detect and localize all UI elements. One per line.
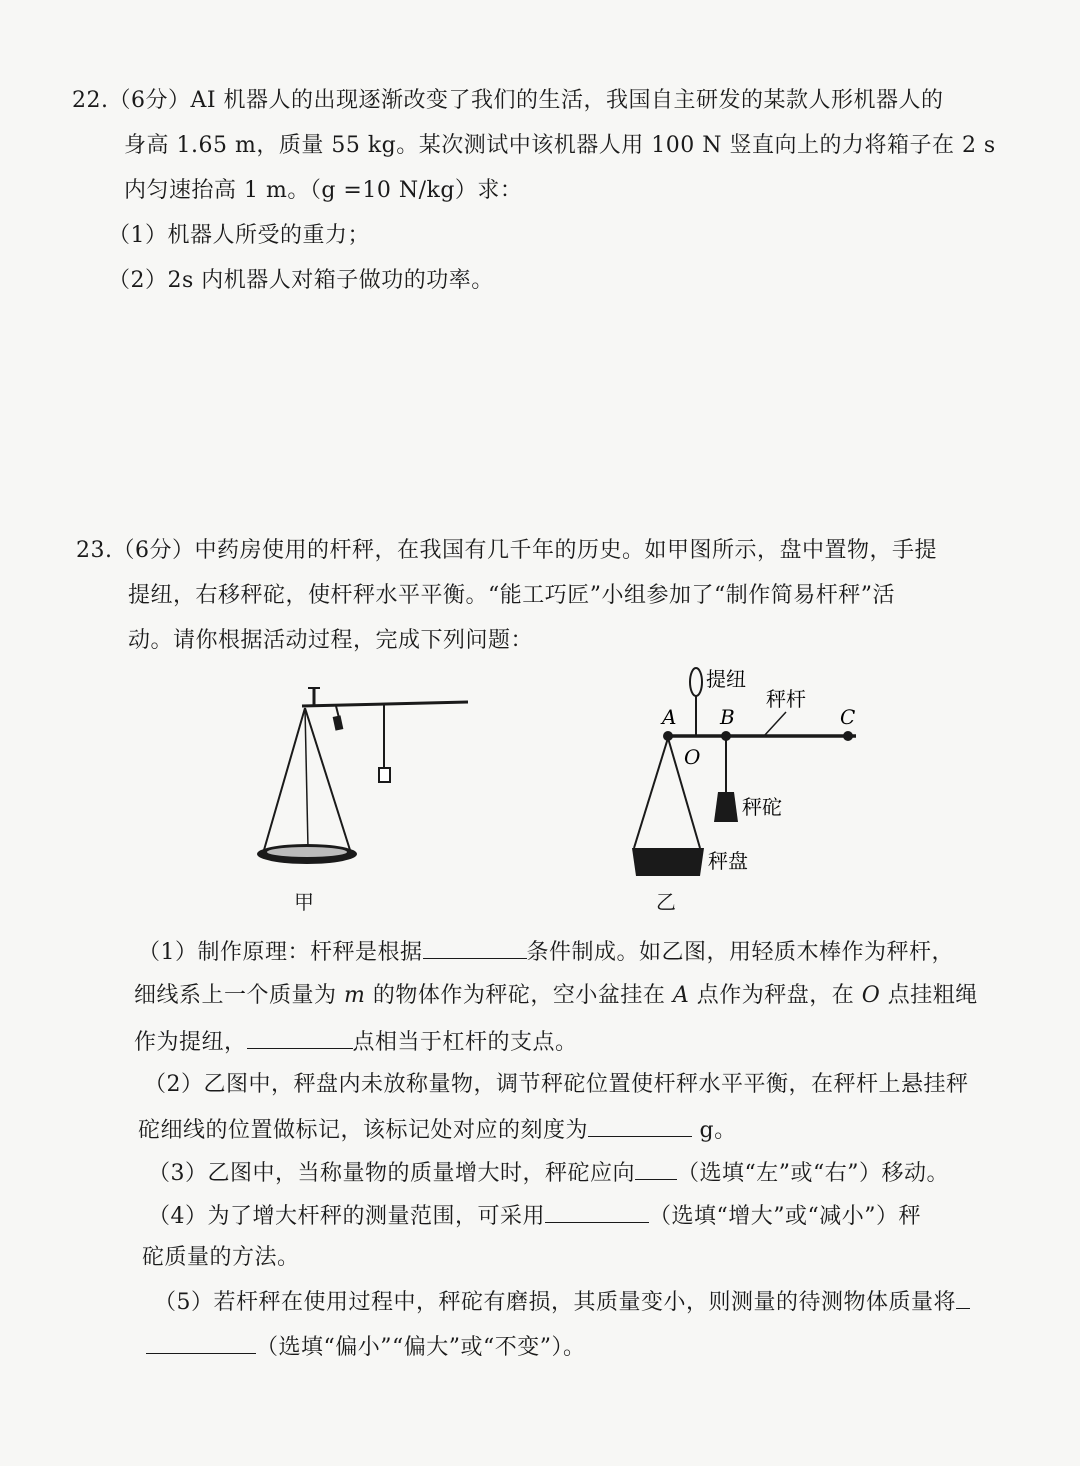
caption-jia: 甲 <box>294 890 314 914</box>
answer-blank-3[interactable] <box>588 1114 692 1137</box>
q23-p4-text-a: （4）为了增大杆秤的测量范围，可采用 <box>148 1204 545 1229</box>
answer-blank-2[interactable] <box>247 1026 353 1049</box>
q22-line3: 内匀速抬高 1 m。（g =10 N/kg）求： <box>124 178 523 203</box>
q23-p1-line1 <box>138 936 954 968</box>
q23-p1-text-f: 点挂粗绳 <box>880 983 978 1008</box>
answer-blank-1[interactable] <box>423 936 527 959</box>
q23-p2-line2 <box>138 1114 737 1146</box>
q23-p4-text-b: （选填“增大”或“减小”）秤 <box>649 1204 921 1229</box>
point-c-dot <box>843 731 853 741</box>
q23-line1: 23.（6分）中药房使用的杆秤，在我国有几千年的历史。如甲图所示，盘中置物，手提 <box>76 538 937 563</box>
point-c-label: C <box>840 705 856 729</box>
label-chengtuo: 秤砣 <box>742 795 782 819</box>
q22-line1: 22.（6分）AI 机器人的出现逐渐改变了我们的生活，我国自主研发的某款人形机器人的 <box>72 88 944 113</box>
q22-sub1: （1）机器人所受的重力； <box>108 223 370 248</box>
q23-p2-text-c: g。 <box>692 1118 737 1143</box>
var-a: A <box>672 983 690 1008</box>
var-o: O <box>861 983 881 1008</box>
figure-jia-steelyard <box>250 680 480 870</box>
q23-p3-line <box>148 1157 949 1189</box>
point-a-label: A <box>662 705 677 729</box>
point-o-label: O <box>684 745 701 769</box>
q23-p1-text-a: （1）制作原理：杆秤是根据 <box>138 940 423 965</box>
answer-blank-6[interactable] <box>146 1331 256 1354</box>
q22-line2: 身高 1.65 m，质量 55 kg。某次测试中该机器人用 100 N 竖直向上的力将箱子在 2 s <box>124 133 996 158</box>
q23-p1-text-b: 条件制成。如乙图，用轻质木棒作为秤杆， <box>526 940 955 965</box>
q23-p3-text-a: （3）乙图中，当称量物的质量增大时，秤砣应向 <box>148 1161 635 1186</box>
q23-p5-line2 <box>146 1331 585 1363</box>
q23-p2-text-b: 砣细线的位置做标记，该标记处对应的刻度为 <box>138 1118 589 1143</box>
q23-p1-text-g: 作为提纽， <box>134 1030 247 1055</box>
q23-p2-line1: （2）乙图中，秤盘内未放称量物，调节秤砣位置使杆秤水平平衡，在秤杆上悬挂秤 <box>144 1072 969 1097</box>
q23-p1-text-e: 点作为秤盘，在 <box>689 983 862 1008</box>
q23-p1-line3 <box>134 1026 578 1058</box>
var-m: m <box>344 983 366 1008</box>
jia-weight <box>379 768 390 782</box>
answer-blank-6-start[interactable] <box>956 1286 970 1309</box>
q23-line3: 动。请你根据活动过程，完成下列问题： <box>128 628 534 653</box>
q22-sub2: （2）2s 内机器人对箱子做功的功率。 <box>108 268 494 293</box>
q23-p5-line1 <box>154 1286 970 1318</box>
label-tiniu: 提纽 <box>706 667 746 691</box>
q23-p5-text-a: （5）若杆秤在使用过程中，秤砣有磨损，其质量变小，则测量的待测物体质量将 <box>154 1290 956 1315</box>
q23-p1-line2 <box>134 981 978 1011</box>
q23-p1-text-c: 细线系上一个质量为 <box>134 983 344 1008</box>
point-b-label: B <box>720 705 735 729</box>
q23-p4-line1 <box>148 1200 921 1232</box>
yi-weight <box>714 792 738 822</box>
answer-blank-4[interactable] <box>635 1157 677 1180</box>
figure-yi-diagram <box>620 660 880 890</box>
q23-p5-text-b: （选填“偏小”“偏大”或“不变”）。 <box>256 1335 586 1360</box>
q23-p1-text-d: 的物体作为秤砣，空小盆挂在 <box>365 983 673 1008</box>
q23-p1-text-h: 点相当于杠杆的支点。 <box>352 1030 578 1055</box>
q23-p3-text-b: （选填“左”或“右”）移动。 <box>677 1161 949 1186</box>
q23-line2: 提纽，右移秤砣，使杆秤水平平衡。“能工巧匠”小组参加了“制作简易杆秤”活 <box>128 583 895 608</box>
yi-pan <box>632 848 704 876</box>
caption-yi: 乙 <box>656 890 676 914</box>
answer-blank-5[interactable] <box>545 1200 649 1223</box>
q23-p4-line2: 砣质量的方法。 <box>142 1245 300 1270</box>
label-chenggan: 秤杆 <box>766 687 806 711</box>
label-chengpan: 秤盘 <box>708 849 748 873</box>
